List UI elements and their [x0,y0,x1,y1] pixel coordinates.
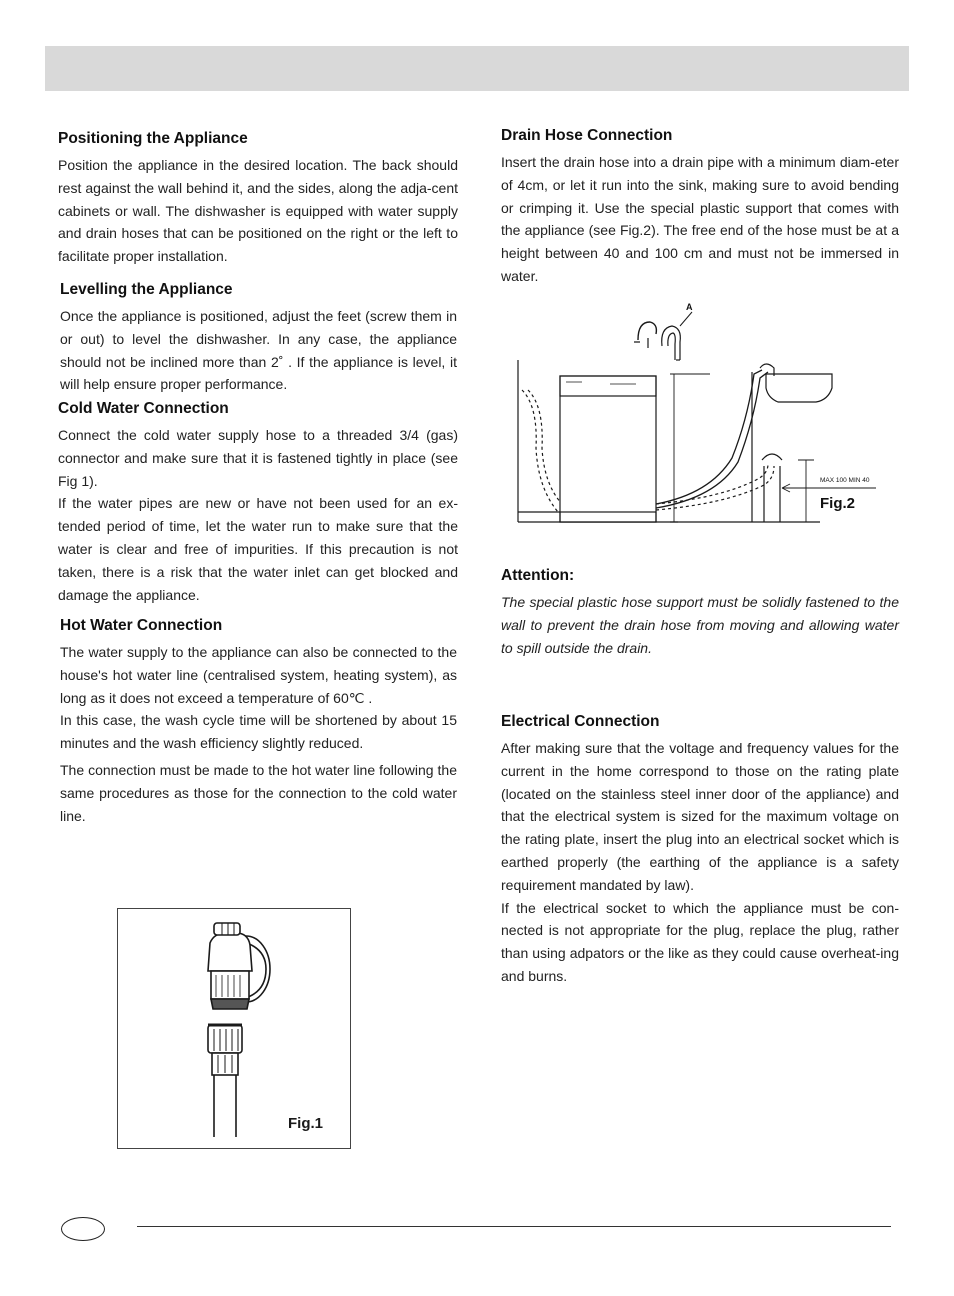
section-hot-water [60,615,457,827]
text-cold-water-1: Connect the cold water supply hose to a threaded 3/4 (gas) connector and make sure that it is fastened tightly in place (see Fig 1). [58,427,458,489]
footer-rule [137,1226,891,1227]
heading-electrical: Electrical Connection [501,713,660,730]
section-drain-hose [501,125,899,288]
section-levelling [60,279,457,396]
text-positioning: Position the appliance in the desired location. The back should rest against the wall behind it, and the sides, along the adja-cent cabinets or wall. The dishwasher is equipped with water supply and drain hoses that can be positioned on the right or the left to facilitate proper installation. [58,157,458,265]
figure-1-water-tap [117,908,351,1149]
fig2-height-note: MAX 100 MIN 40 [820,477,870,484]
fig1-label: Fig.1 [288,1115,324,1132]
heading-attention: Attention: [501,567,575,584]
text-hot-water-2: In this case, the wash cycle time will be shortened by about 15 minutes and the wash efficiency slightly reduced. [60,712,457,752]
page-number-oval [61,1217,105,1241]
fig2-label: Fig.2 [820,495,856,512]
section-attention [501,565,899,659]
header-band [45,46,909,91]
heading-levelling: Levelling the Appliance [60,281,233,298]
text-electrical-1: After making sure that the voltage and frequency values for the current in the home correspond to those on the rating plate (located on the stainless steel inner door of the appliance) and that the electrical system is sized for the maximum voltage on the rating plate, insert the plug into an electrical socket which is earthed properly (the earthing of the appliance is a safety requirement mandated by law). [501,740,899,893]
text-drain-hose: Insert the drain hose into a drain pipe with a minimum diam-eter of 4cm, or let it run into the sink, making sure to avoid bending or crimping it. Use the special plastic support that comes with the appliance (see Fig.2). The free end of the hose must be at a height between 40 and 100 cm and must not be immersed in water. [501,154,899,284]
heading-hot-water: Hot Water Connection [60,617,223,634]
text-levelling: Once the appliance is positioned, adjust the feet (screw them in or out) to level the dishwasher. In any case, the appliance should not be inclined more than 2˚ . If the appliance is level, it will help ensure proper performance. [60,308,457,393]
figure-2-drain-installation [510,298,870,528]
section-electrical [501,711,899,988]
text-hot-water-3: The connection must be made to the hot water line following the same procedures as those for the connection to the cold water line. [60,761,457,824]
text-electrical-2: If the electrical socket to which the appliance must be con-nected is not appropriate for the plug, replace the plug, rather than using adpators or the like as they could cause overheat-ing and burns. [501,899,899,984]
heading-drain-hose: Drain Hose Connection [501,127,673,144]
tap-connector-illustration [118,909,350,1148]
heading-positioning: Positioning the Appliance [58,130,248,147]
section-cold-water [58,398,458,606]
text-cold-water-2: If the water pipes are new or have not been used for an ex-tended period of time, let the water run to make sure that the water is clear and free of impurities. If this precaution is not taken, there is a risk that the water inlet can get blocked and damage the appliance. [58,495,458,603]
fig2-marker-a: A [686,302,693,312]
text-hot-water-1: The water supply to the appliance can also be connected to the house's hot water line (centralised system, heating system), as long as it does not exceed a temperature of 60℃ . [60,644,457,706]
text-attention: The special plastic hose support must be solidly fastened to the wall to prevent the drain hose from moving and allowing water to spill outside the drain. [501,594,899,656]
drain-hose-illustration [510,298,870,528]
section-positioning [58,128,458,268]
heading-cold-water: Cold Water Connection [58,400,229,417]
